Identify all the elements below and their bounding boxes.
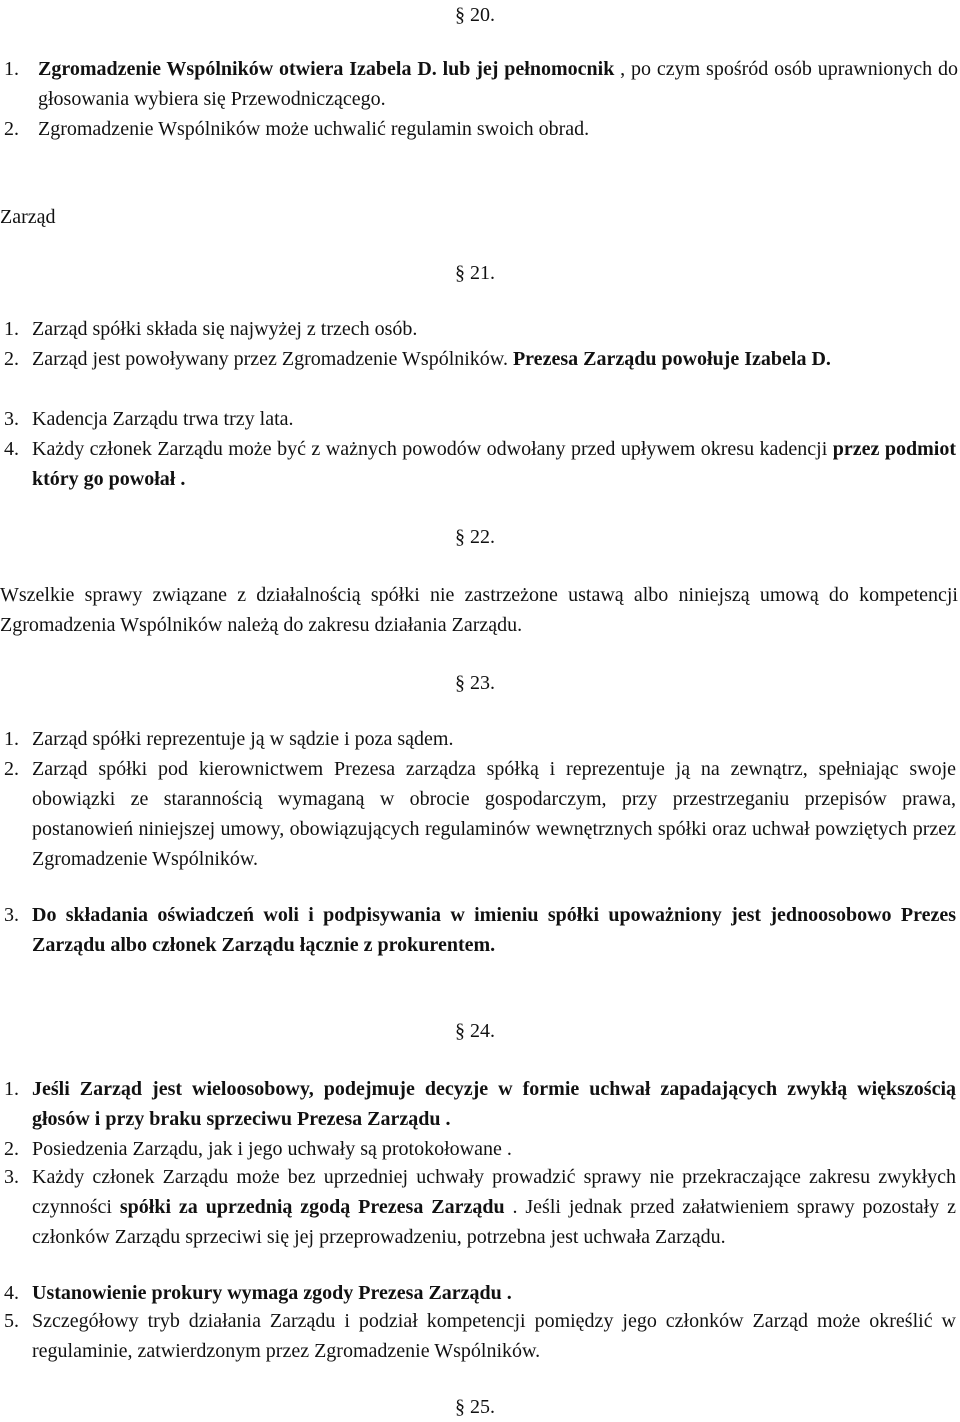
s24-item-5-number: 5. (4, 1310, 19, 1332)
s21-item-2-bold: Prezesa Zarządu powołuje Izabela D. (512, 348, 831, 370)
s21-item-3-number: 3. (4, 408, 19, 430)
section-24-heading: § 24. (455, 1020, 495, 1042)
s23-item-1-number: 1. (4, 728, 19, 750)
s22-paragraph: Wszelkie sprawy związane z działalnością spółki nie zastrzeżone ustawą albo niniejszą umową do kompetencji Zgromadzenia Wspólników należą do zakresu działania Zarządu. (0, 584, 958, 636)
s21-item-4 (32, 434, 956, 494)
s21-item-1: Zarząd spółki składa się najwyżej z trzech osób. (32, 318, 418, 340)
s24-item-3-number: 3. (4, 1166, 19, 1188)
s23-item-3-number: 3. (4, 904, 19, 926)
s23-item-3 (32, 900, 956, 960)
s20-item-1-text: , po czym spośród osób uprawnionych do głosowania wybiera się Przewodniczącego. (38, 58, 959, 110)
s24-item-5: Szczegółowy tryb działania Zarządu i podział kompetencji pomiędzy jego członków Zarząd może określić w regulaminie, zatwierdzonym przez Zgromadzenie Wspólników. (32, 1310, 956, 1362)
s20-item-1-bold: Zgromadzenie Wspólników otwiera Izabela D. lub jej pełnomocnik (38, 58, 615, 80)
s24-item-3 (32, 1162, 956, 1252)
section-21-heading: § 21. (455, 262, 495, 284)
section-20-heading: § 20. (455, 4, 495, 26)
s20-item-1-number: 1. (4, 58, 19, 80)
s23-item-2-number: 2. (4, 758, 19, 780)
s21-item-2-number: 2. (4, 348, 19, 370)
s20-item-2-number: 2. (4, 118, 19, 140)
s24-item-1 (32, 1074, 956, 1134)
s20-item-1 (38, 54, 958, 114)
s24-item-2-number: 2. (4, 1138, 19, 1160)
section-22-heading: § 22. (455, 526, 495, 548)
s20-item-2: Zgromadzenie Wspólników może uchwalić regulamin swoich obrad. (38, 118, 590, 140)
s21-item-3: Kadencja Zarządu trwa trzy lata. (32, 408, 294, 430)
s24-item-3-text-2: . Jeśli jednak przed załatwieniem sprawy pozostały z członków Zarządu sprzeciwi się jej przeprowadzeniu, potrzebna jest uchwała Zarządu. (32, 1196, 956, 1248)
s21-item-4-number: 4. (4, 438, 19, 460)
s24-item-3-bold: spółki za uprzednią zgodą Prezesa Zarządu (119, 1196, 505, 1218)
s24-item-1-number: 1. (4, 1078, 19, 1100)
section-25-heading: § 25. (455, 1396, 495, 1418)
s24-item-4-number: 4. (4, 1282, 19, 1304)
section-23-heading: § 23. (455, 672, 495, 694)
s21-item-2 (32, 344, 956, 374)
zarzad-heading: Zarząd (0, 206, 56, 228)
s23-item-2: Zarząd spółki pod kierownictwem Prezesa zarządza spółką i reprezentuje ją na zewnątrz, spełniając swoje obowiązki ze starannością wymaganą w obrocie gospodarczym, przy przestrzeganiu przepisów prawa, postanowień niniejszej umowy, obowiązujących regulaminów wewnętrznych spółki oraz uchwał powziętych przez Zgromadzenie Wspólników. (32, 758, 956, 870)
s24-item-4-bold: Ustanowienie prokury wymaga zgody Prezesa Zarządu . (32, 1282, 512, 1304)
s23-item-3-bold: Do składania oświadczeń woli i podpisywania w imieniu spółki upoważniony jest jednoosobowo Prezes Zarządu albo członek Zarządu łącznie z prokurentem. (32, 904, 956, 956)
s24-item-4 (32, 1278, 956, 1308)
s21-item-4-text: Każdy członek Zarządu może być z ważnych powodów odwołany przed upływem okresu kadencji (32, 438, 833, 460)
s24-item-2: Posiedzenia Zarządu, jak i jego uchwały są protokołowane . (32, 1138, 512, 1160)
s21-item-4-bold: przez podmiot który go powołał . (32, 438, 956, 490)
s21-item-1-number: 1. (4, 318, 19, 340)
s24-item-3-text: Każdy członek Zarządu może bez uprzedniej uchwały prowadzić sprawy nie przekraczające zakresu zwykłych czynności (32, 1166, 956, 1218)
s21-item-2-text: Zarząd jest powoływany przez Zgromadzenie Wspólników. (32, 348, 513, 370)
s23-item-1: Zarząd spółki reprezentuje ją w sądzie i poza sądem. (32, 728, 454, 750)
s24-item-1-bold: Jeśli Zarząd jest wieloosobowy, podejmuje decyzje w formie uchwał zapadających zwykłą większością głosów i przy braku sprzeciwu Prezesa Zarządu . (32, 1078, 956, 1130)
